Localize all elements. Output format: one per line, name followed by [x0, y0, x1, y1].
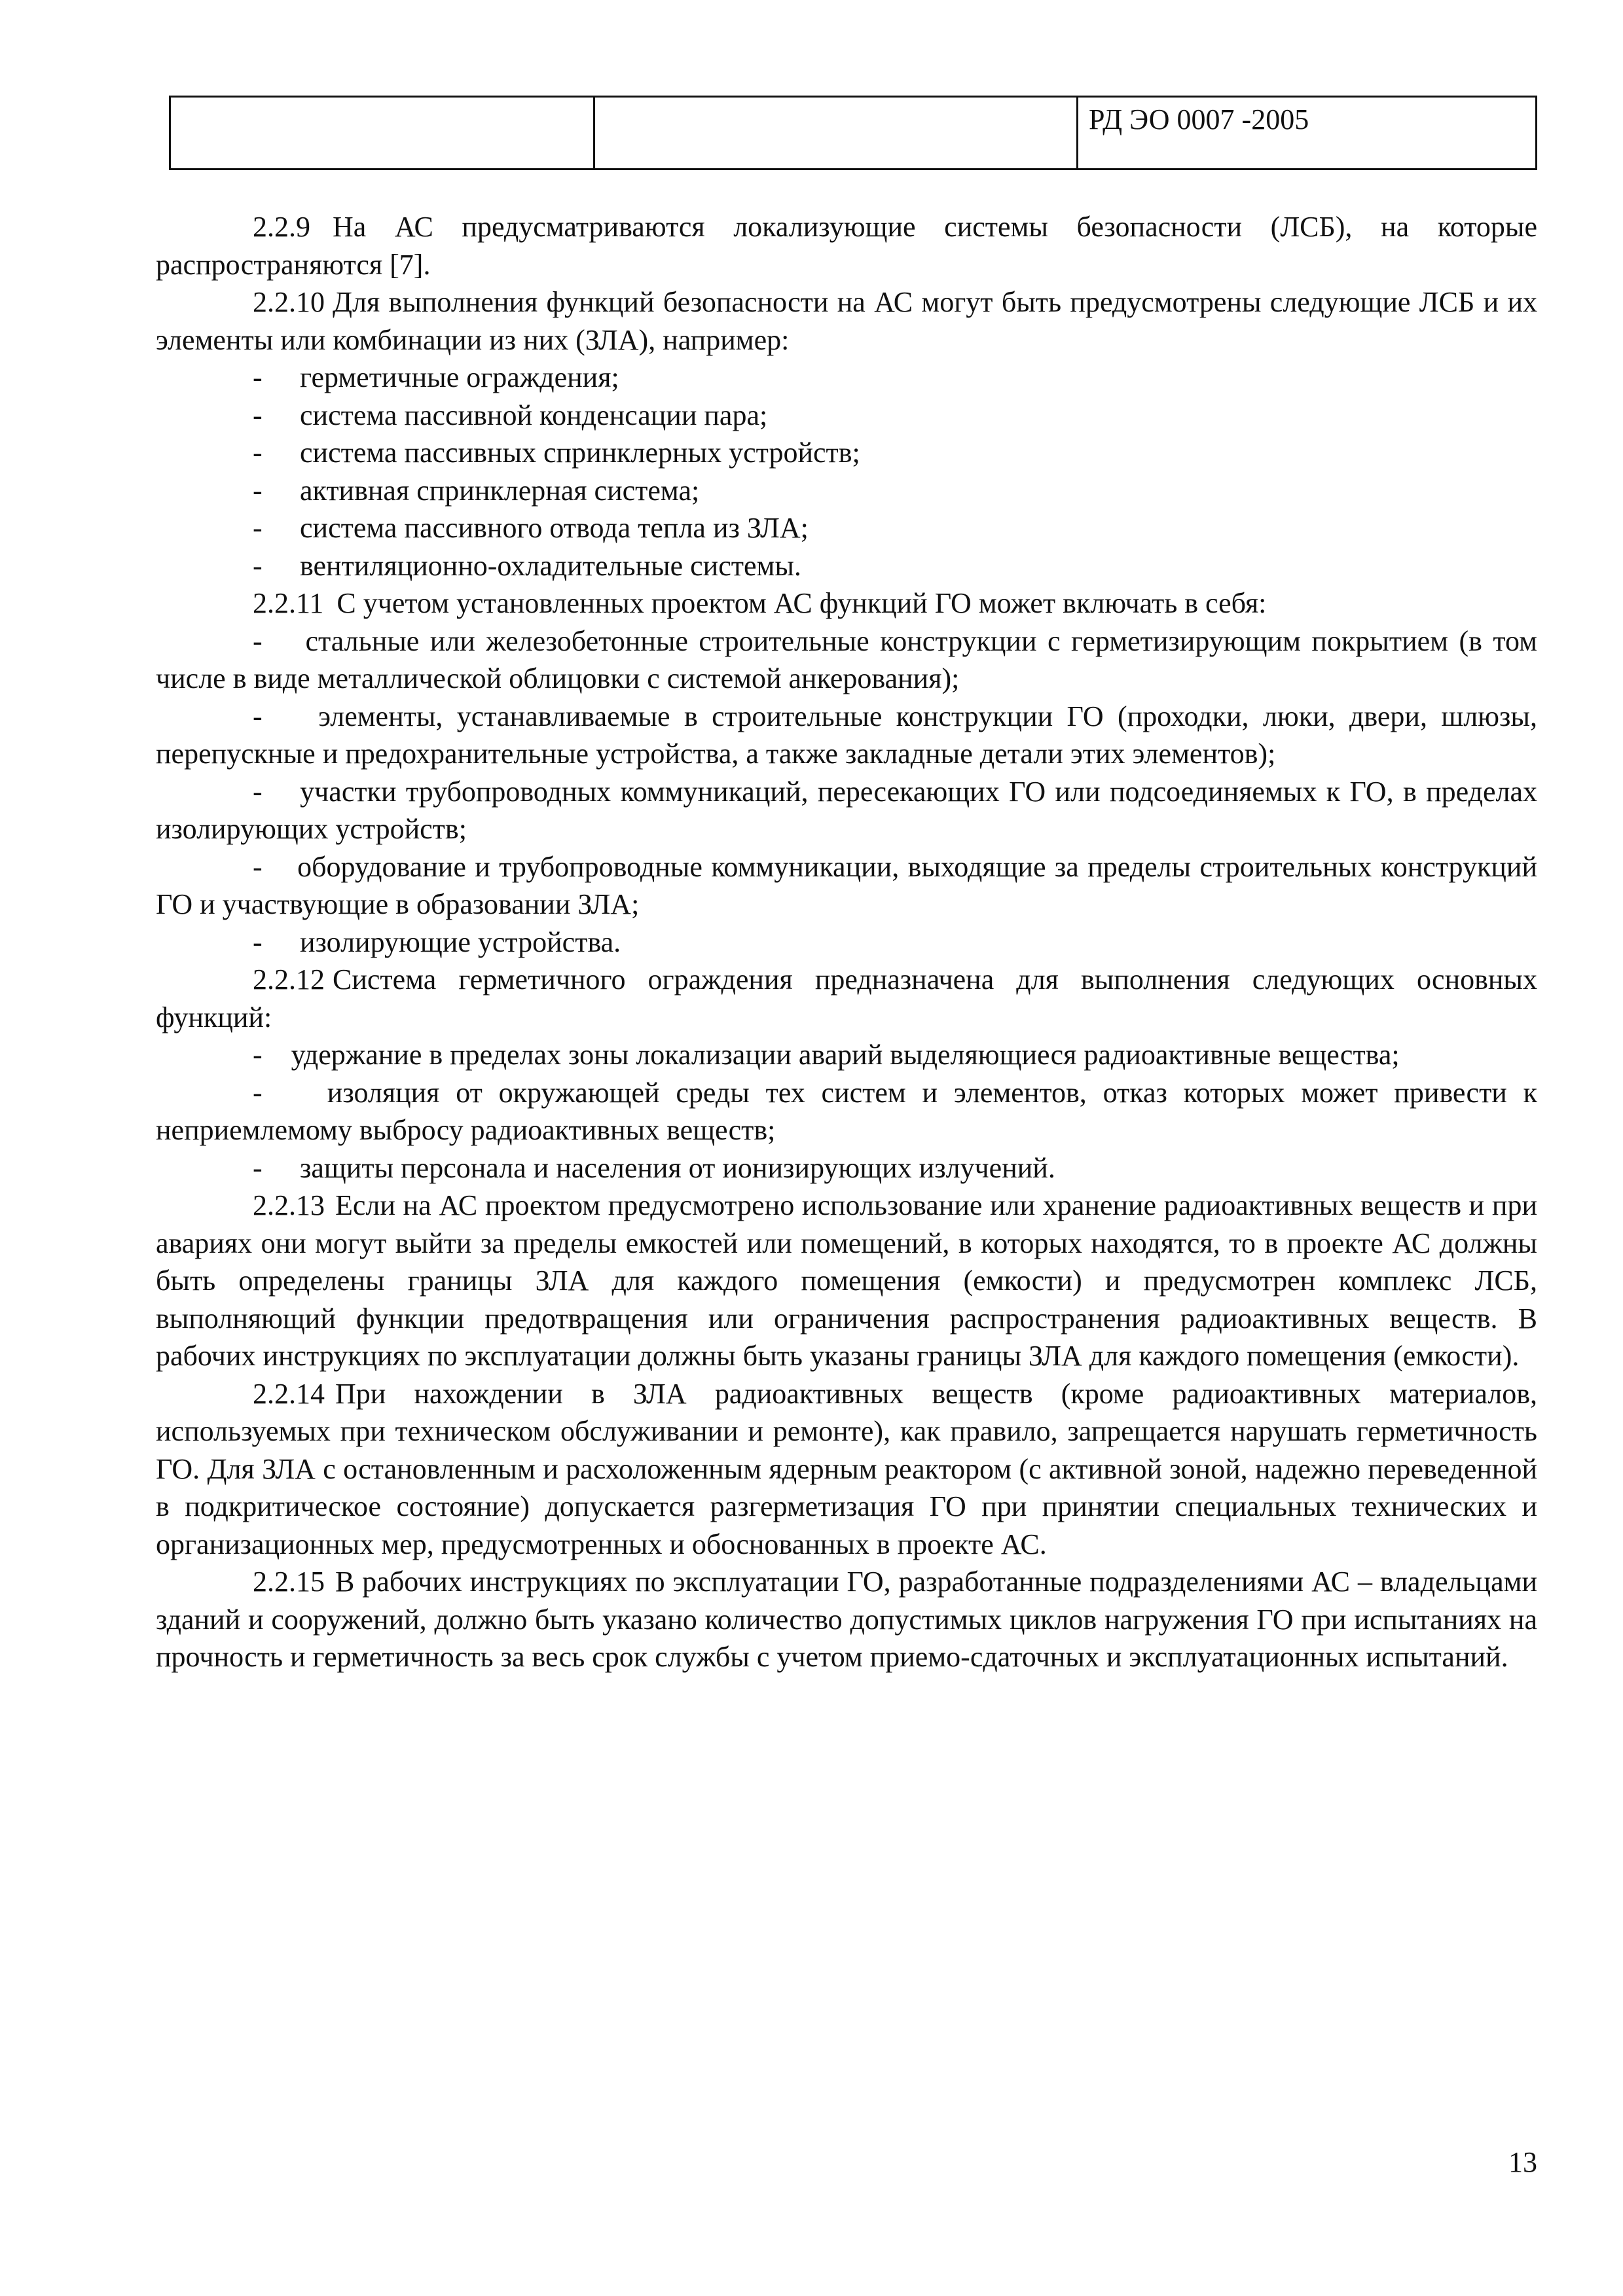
clause-text: При нахождении в ЗЛА радиоактивных веществ (кроме радиоактивных материалов, используемых при техническом обслуживании и ремонте), как правило, запрещается нарушать герметичность ГО. Для ЗЛА с остановленным и расхоложенным ядерным реактором (с активной зоной, надежно переведенной в подкритическое состояние) допускается разгерметизация ГО при принятии специальных технических и организационных мер, предусмотренных и обоснованных в проекте АС.	[156, 1377, 1537, 1560]
list-item: - стальные или железобетонные строительные конструкции с герметизирующим покрытием (в том числе в виде металлической облицовки с системой анкерования);	[156, 624, 1537, 694]
clause-number: 2.2.12	[253, 963, 325, 996]
clause-text: Для выполнения функций безопасности на АС могут быть предусмотрены следующие ЛСБ и их элементы или комбинации из них (ЗЛА), например:	[156, 286, 1537, 356]
document-code: РД ЭО 0007 -2005	[1078, 97, 1537, 170]
list-item: - активная спринклерная система;	[156, 472, 1537, 510]
clause-number: 2.2.13	[253, 1189, 325, 1221]
header-cell-1	[170, 97, 594, 170]
document-body	[156, 208, 1537, 1676]
clause-number: 2.2.11	[253, 587, 324, 619]
paragraph-2-2-10	[156, 283, 1537, 359]
clause-text: В рабочих инструкциях по эксплуатации ГО, разработанные подразделениями АС – владельцами зданий и сооружений, должно быть указано количество допустимых циклов нагружения ГО при испытаниях на прочность и герметичность за весь срок службы с учетом приемо-сдаточных и эксплуатационных испытаний.	[156, 1566, 1537, 1673]
clause-number: 2.2.9	[253, 211, 310, 243]
list-item: - защиты персонала и населения от ионизирующих излучений.	[156, 1149, 1537, 1187]
clause-number: 2.2.15	[253, 1566, 325, 1598]
paragraph-2-2-9	[156, 208, 1537, 283]
list-item: - система пассивных спринклерных устройств;	[156, 434, 1537, 472]
list-item: - участки трубопроводных коммуникаций, пересекающих ГО или подсоединяемых к ГО, в пределах изолирующих устройств;	[156, 775, 1538, 845]
header-table	[169, 96, 1537, 170]
paragraph-2-2-15	[156, 1563, 1537, 1676]
paragraph-2-2-12	[156, 961, 1537, 1036]
list-item: - вентиляционно-охладительные системы.	[156, 547, 1537, 585]
clause-number: 2.2.10	[253, 286, 325, 318]
page-number: 13	[1508, 2146, 1537, 2178]
list-item: - изоляция от окружающей среды тех систем и элементов, отказ которых может привести к неприемлемому выбросу радиоактивных веществ;	[156, 1076, 1538, 1146]
header-cell-2	[594, 97, 1078, 170]
clause-text: Если на АС проектом предусмотрено использование или хранение радиоактивных веществ и при авариях они могут выйти за пределы емкостей или помещений, в которых находятся, то в проекте АС должны быть определены границы ЗЛА для каждого помещения (емкости) и предусмотрен комплекс ЛСБ, выполняющий функции предотвращения или ограничения распространения радиоактивных веществ. В рабочих инструкциях по эксплуатации должны быть указаны границы ЗЛА для каждого помещения (емкости).	[156, 1189, 1537, 1372]
clause-text: Система герметичного ограждения предназначена для выполнения следующих основных функций:	[156, 963, 1537, 1033]
list-item: - изолирующие устройства.	[156, 924, 1537, 961]
paragraph-2-2-14	[156, 1375, 1537, 1564]
list-item: - герметичные ограждения;	[156, 359, 1537, 397]
list-item: - элементы, устанавливаемые в строительные конструкции ГО (проходки, люки, двери, шлюзы, перепускные и предохранительные устройства, а также закладные детали этих элементов);	[156, 700, 1537, 770]
paragraph-2-2-13	[156, 1187, 1537, 1375]
clause-text: На АС предусматриваются локализующие системы безопасности (ЛСБ), на которые распространяются [7].	[156, 211, 1537, 281]
list-item: - система пассивного отвода тепла из ЗЛА;	[156, 509, 1537, 547]
paragraph-2-2-11	[156, 584, 1537, 622]
list-item: - удержание в пределах зоны локализации аварий выделяющиеся радиоактивные вещества;	[253, 1039, 1400, 1071]
clause-text: С учетом установленных проектом АС функций ГО может включать в себя:	[337, 587, 1267, 619]
list-item: - оборудование и трубопроводные коммуникации, выходящие за пределы строительных конструкций ГО и участвующие в образовании ЗЛА;	[156, 850, 1537, 920]
clause-number: 2.2.14	[253, 1377, 325, 1410]
list-item: - система пассивной конденсации пара;	[156, 397, 1537, 435]
